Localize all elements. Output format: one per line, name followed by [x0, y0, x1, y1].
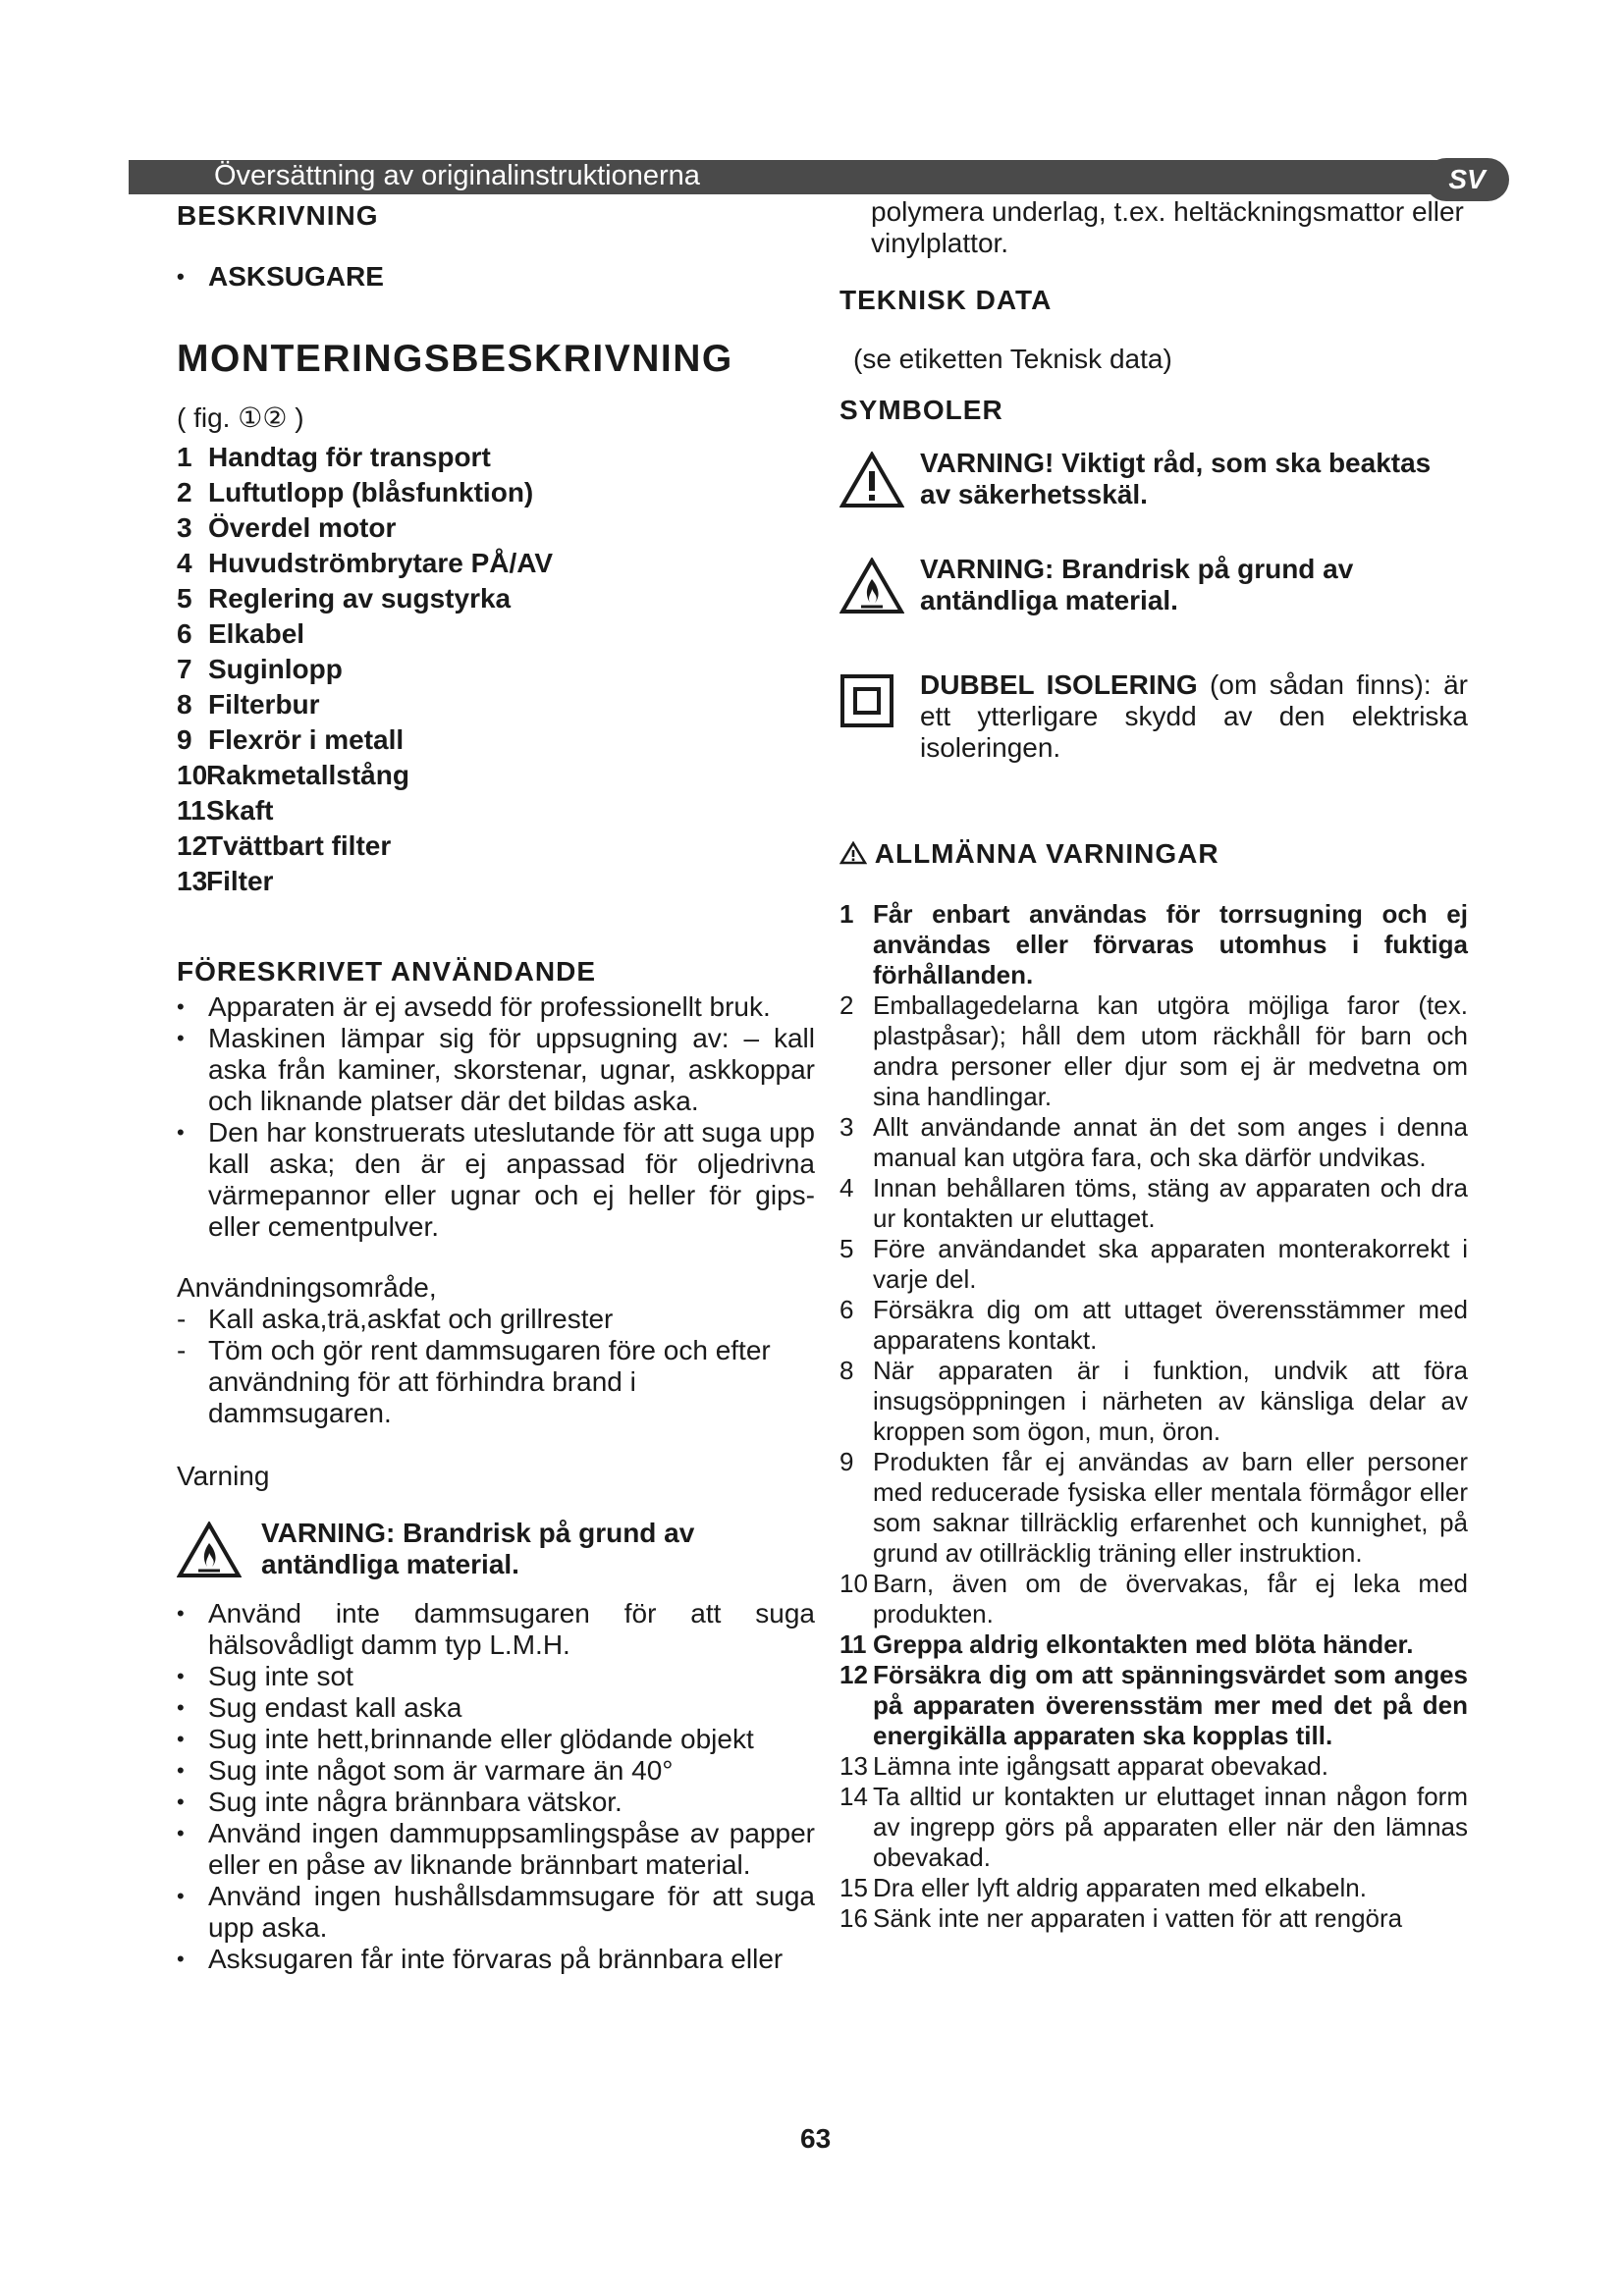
heading-monteringsbeskrivning: MONTERINGSBESKRIVNING [177, 338, 733, 380]
usage-item: • Den har konstruerats uteslutande för att suga upp kall aska; den är ej anpassad för oljedrivna värmepannor eller ugnar och ej heller för gips- eller cementpulver. [177, 1117, 815, 1243]
part-number: 1 [177, 442, 192, 472]
do-not-item: • Sug inte hett,brinnande eller glödande objekt [177, 1724, 815, 1755]
part-item [177, 475, 815, 510]
warning-item [839, 1660, 1468, 1751]
part-number: 12 [177, 830, 208, 861]
heading-beskrivning: BESKRIVNING [177, 200, 379, 231]
warning-item [839, 990, 1468, 1112]
warning-item [839, 1782, 1468, 1873]
part-label: Elkabel [208, 618, 305, 649]
warning-text: Försäkra dig om att uttaget överensstämmer med apparatens kontakt. [873, 1295, 1468, 1355]
do-not-item: • Sug inte sot [177, 1661, 815, 1692]
part-label: Filterbur [208, 689, 320, 720]
warning-number: 14 [839, 1782, 868, 1811]
warning-number: 9 [839, 1447, 854, 1476]
warning-number: 15 [839, 1873, 868, 1902]
part-item [177, 793, 815, 828]
type-asksugare: • ASKSUGARE [177, 261, 815, 293]
area-heading: Användningsområde, [177, 1272, 437, 1303]
warning-item [839, 1903, 1468, 1934]
do-not-item: • Använd ingen hushållsdammsugare för att suga upp aska. [177, 1881, 815, 1944]
part-item [177, 758, 815, 793]
warning-text: Försäkra dig om att spänningsvärdet som anges på apparaten överensstäm mer med det på den energikälla apparaten ska kopplas till. [873, 1660, 1468, 1750]
double-insulation-block [839, 669, 1468, 764]
allmanna-varningar-text: ALLMÄNNA VARNINGAR [874, 838, 1219, 869]
area-item: - Kall aska,trä,askfat och grillrester [177, 1304, 815, 1335]
do-not-item: • Använd ingen dammuppsamlingspåse av papper eller en påse av liknande brännbart material. [177, 1818, 815, 1881]
parts-list [177, 440, 815, 899]
fire-warning-text: VARNING: Brandrisk på grund av antändliga material. [261, 1518, 695, 1579]
do-not-list [177, 1598, 815, 1975]
warning-item [839, 1447, 1468, 1569]
fire-warning-block-right [839, 554, 1468, 616]
area-item: - Töm och gör rent dammsugaren före och efter användning för att förhindra brand i dammsugaren. [177, 1335, 815, 1429]
heading-foreskrivet: FÖRESKRIVET ANVÄNDANDE [177, 956, 596, 987]
part-item [177, 687, 815, 722]
figure-reference: ( fig. ①② ) [177, 402, 304, 433]
part-number: 5 [177, 583, 192, 614]
part-label: Handtag för transport [208, 442, 491, 472]
warning-item [839, 1629, 1468, 1660]
warning-number: 2 [839, 990, 854, 1020]
warning-number: 11 [839, 1629, 867, 1659]
warning-text: Lämna inte igångsatt apparat obevakad. [873, 1751, 1329, 1781]
part-number: 7 [177, 654, 192, 684]
warning-item [839, 1234, 1468, 1295]
continuation-text: polymera underlag, t.ex. heltäckningsmattor eller vinylplattor. [871, 196, 1464, 258]
warning-item [839, 1112, 1468, 1173]
general-warning-text: VARNING! Viktigt råd, som ska beaktas av säkerhetsskäl. [920, 448, 1432, 509]
warning-icon [839, 452, 904, 508]
fire-warning-icon [839, 558, 904, 614]
part-label: Överdel motor [208, 512, 397, 543]
part-number: 11 [177, 795, 206, 826]
warning-number: 3 [839, 1112, 854, 1142]
part-number: 3 [177, 512, 192, 543]
do-not-item: • Sug inte något som är varmare än 40° [177, 1755, 815, 1787]
warning-text: Produkten får ej användas av barn eller personer med reducerade fysiska eller mentala förmågor eller som saknar tillräcklig erfarenhet och kunnighet, på grund av otillräcklig träning eller instruktion. [873, 1447, 1468, 1568]
warning-number: 10 [839, 1569, 868, 1598]
heading-teknisk-data: TEKNISK DATA [839, 285, 1053, 315]
fire-warning-icon [177, 1522, 242, 1578]
warning-number: 1 [839, 899, 854, 929]
part-number: 4 [177, 548, 192, 578]
part-label: Skaft [206, 795, 274, 826]
part-number: 10 [177, 760, 208, 790]
part-number: 9 [177, 724, 192, 755]
do-not-item: • Asksugaren får inte förvaras på brännbara eller [177, 1944, 815, 1975]
part-label: Huvudströmbrytare PÅ/AV [208, 548, 554, 578]
left-column [177, 196, 815, 1975]
part-label: Filter [206, 866, 274, 896]
warning-text: När apparaten är i funktion, undvik att föra insugsöppningen i närheten av känsliga delar av kroppen som ögon, mun, öron. [873, 1356, 1468, 1446]
part-item [177, 510, 815, 546]
double-insulation-title: DUBBEL ISOLERING [920, 669, 1198, 700]
general-warning-block [839, 448, 1468, 510]
part-number: 6 [177, 618, 192, 649]
do-not-item: • Använd inte dammsugaren för att suga hälsovådligt damm typ L.M.H. [177, 1598, 815, 1661]
general-warnings-list [839, 899, 1468, 1934]
part-number: 8 [177, 689, 192, 720]
usage-item: • Apparaten är ej avsedd för professionellt bruk. [177, 991, 815, 1023]
warning-text: Dra eller lyft aldrig apparaten med elkabeln. [873, 1873, 1367, 1902]
warning-text: Sänk inte ner apparaten i vatten för att rengöra [873, 1903, 1403, 1933]
double-insulation-icon [839, 673, 894, 728]
part-label: Reglering av sugstyrka [208, 583, 512, 614]
part-label: Flexrör i metall [208, 724, 405, 755]
heading-symboler: SYMBOLER [839, 395, 1003, 425]
warning-text: Greppa aldrig elkontakten med blöta händer. [873, 1629, 1414, 1659]
page-number: 63 [800, 2123, 832, 2154]
warning-number: 12 [839, 1660, 868, 1689]
header-title: Översättning av originalinstruktionerna [214, 160, 700, 191]
part-item [177, 581, 815, 616]
language-badge: SV [1425, 158, 1509, 201]
double-insulation-text: (om sådan finns): är ett ytterligare skydd av den elektriska isoleringen. [920, 669, 1468, 763]
part-label: Tvättbart filter [206, 830, 392, 861]
warning-number: 13 [839, 1751, 868, 1781]
warning-text: Emballagedelarna kan utgöra möjliga faror (tex. plastpåsar); håll dem utom räckhåll för barn och andra personer eller djur som ej är medvetna om sina handlingar. [873, 990, 1468, 1111]
heading-allmanna-varningar [839, 838, 1468, 870]
warning-number: 16 [839, 1903, 868, 1933]
warning-item [839, 899, 1468, 990]
part-item [177, 828, 815, 864]
varning-label: Varning [177, 1461, 270, 1491]
part-number: 13 [177, 866, 208, 896]
warning-item [839, 1295, 1468, 1356]
part-label: Suginlopp [208, 654, 343, 684]
warning-item [839, 1173, 1468, 1234]
warning-text: Innan behållaren töms, stäng av apparaten och dra ur kontakten ur eluttaget. [873, 1173, 1468, 1233]
teknisk-note: (se etiketten Teknisk data) [853, 344, 1172, 374]
part-label: Rakmetallstång [206, 760, 409, 790]
fire-warning-block [177, 1518, 815, 1580]
usage-list [177, 991, 815, 1243]
warning-number: 8 [839, 1356, 854, 1385]
warning-text: Får enbart användas för torrsugning och ej användas eller förvaras utomhus i fuktiga förhållanden. [873, 899, 1468, 989]
part-item [177, 440, 815, 475]
warning-number: 6 [839, 1295, 854, 1324]
warning-item [839, 1873, 1468, 1903]
part-item [177, 864, 815, 899]
usage-item: • Maskinen lämpar sig för uppsugning av: – kall aska från kaminer, skorstenar, ugnar, askkoppar och liknande platser där det bildas aska. [177, 1023, 815, 1117]
warning-number: 4 [839, 1173, 854, 1202]
part-label: Luftutlopp (blåsfunktion) [208, 477, 534, 507]
warning-item [839, 1356, 1468, 1447]
area-list [177, 1304, 815, 1429]
part-number: 2 [177, 477, 192, 507]
right-column [839, 196, 1468, 1934]
do-not-item: • Sug inte några brännbara vätskor. [177, 1787, 815, 1818]
small-warning-icon [839, 841, 867, 865]
warning-number: 5 [839, 1234, 854, 1263]
warning-item [839, 1569, 1468, 1629]
part-item [177, 652, 815, 687]
type-list [177, 261, 815, 293]
part-item [177, 616, 815, 652]
part-item [177, 546, 815, 581]
warning-text: Före användandet ska apparaten monterakorrekt i varje del. [873, 1234, 1468, 1294]
warning-text: Barn, även om de övervakas, får ej leka med produkten. [873, 1569, 1468, 1629]
do-not-item: • Sug endast kall aska [177, 1692, 815, 1724]
warning-item [839, 1751, 1468, 1782]
warning-text: Ta alltid ur kontakten ur eluttaget innan någon form av ingrepp görs på apparaten eller när den lämnas obevakad. [873, 1782, 1468, 1872]
fire-warning-text-right: VARNING: Brandrisk på grund av antändliga material. [920, 554, 1354, 615]
warning-text: Allt användande annat än det som anges i denna manual kan utgöra fara, och ska därför undvikas. [873, 1112, 1468, 1172]
part-item [177, 722, 815, 758]
